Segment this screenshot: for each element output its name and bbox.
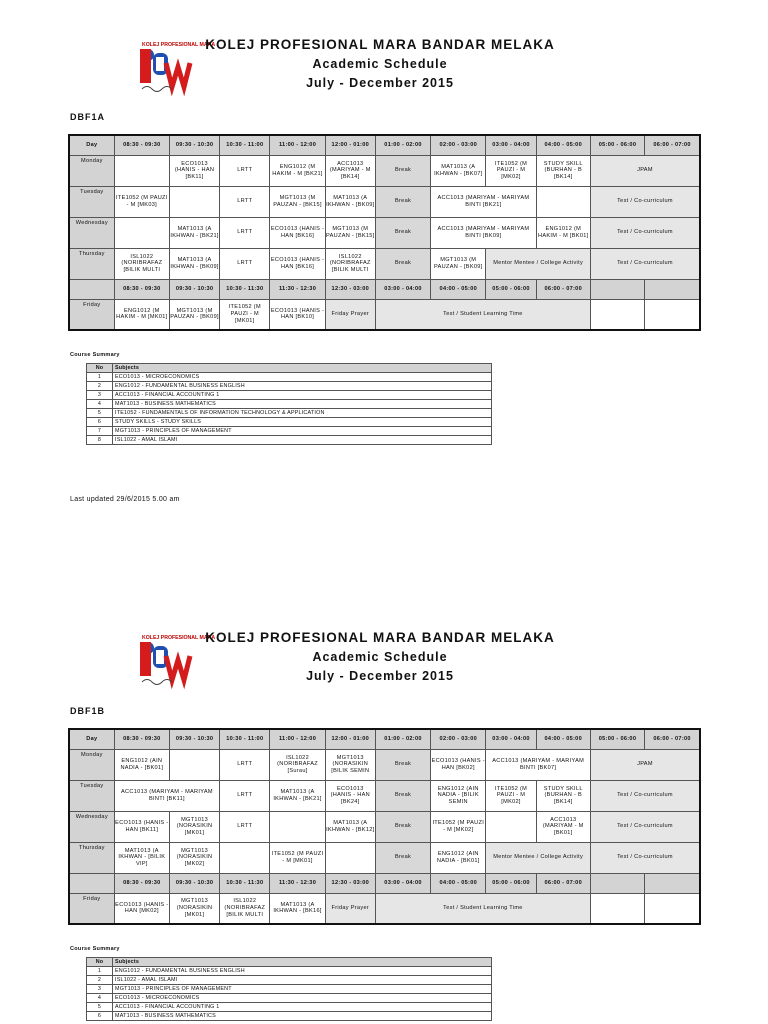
summary-no: 2 <box>87 382 113 391</box>
summary-subject: ECO1013 - MICROECONOMICS <box>113 373 492 382</box>
schedule-cell: MGT1013 (NORASIKIN [BILIK SEMIN <box>325 749 375 780</box>
timeslot-header: 10:30 - 11:00 <box>220 729 270 749</box>
timeslot-header: 11:00 - 12:00 <box>270 135 325 155</box>
day-header: Day <box>69 729 114 749</box>
schedule-cell: Break <box>375 749 430 780</box>
schedule-cell: ECO1013 (HANIS - HAN [MK02] <box>114 893 169 924</box>
day-label: Thursday <box>69 248 114 279</box>
day-label: Monday <box>69 155 114 186</box>
schedule-cell: Friday Prayer <box>325 299 375 330</box>
schedule-cell: ENG1012 (M HAKIM - M [MK01] <box>114 299 169 330</box>
timeslot-header: 09:30 - 10:30 <box>169 135 219 155</box>
timeslot-header: 10:30 - 11:30 <box>220 279 270 299</box>
summary-row <box>87 967 492 976</box>
timeslot-header: 02:00 - 03:00 <box>431 135 486 155</box>
schedule-cell <box>645 893 700 924</box>
schedule-cell: ECO1013 (HANIS - HAN [BK24] <box>325 780 375 811</box>
schedule-cell: MGT1013 (NORASIKIN [MK01] <box>169 811 219 842</box>
timeslot-header: 12:30 - 03:00 <box>325 279 375 299</box>
timeslot-header: 01:00 - 02:00 <box>375 729 430 749</box>
college-name: KOLEJ PROFESIONAL MARA BANDAR MELAKA <box>205 630 555 645</box>
schedule-term: July - December 2015 <box>306 76 454 90</box>
schedule-cell: Break <box>375 780 430 811</box>
schedule-row <box>69 780 700 811</box>
schedule-cell: ITE1052 (M PAUZI - M [MK03] <box>114 186 169 217</box>
schedule-cell: ENG1012 (M HAKIM - M [BK21] <box>270 155 325 186</box>
summary-subject: ACC1013 - FINANCIAL ACCOUNTING 1 <box>113 391 492 400</box>
day-label: Friday <box>69 893 114 924</box>
timeslot-header: 09:30 - 10:30 <box>169 279 219 299</box>
schedule-cell: ITE1052 (M PAUZI - M [MK01] <box>220 299 270 330</box>
schedule-cell: MGT1013 (NORASIKIN [MK01] <box>169 893 219 924</box>
schedule-cell: ACC1013 (MARIYAM - M [BK14] <box>325 155 375 186</box>
summary-subject: ENG1012 - FUNDAMENTAL BUSINESS ENGLISH <box>113 382 492 391</box>
schedule-cell: ECO1013 (HANIS - HAN [BK11] <box>169 155 219 186</box>
schedule-cell: MGT1013 (NORASIKIN [MK02] <box>169 842 219 873</box>
schedule-cell <box>486 811 536 842</box>
summary-subject: ENG1012 - FUNDAMENTAL BUSINESS ENGLISH <box>113 967 492 976</box>
schedule-subtitle: Academic Schedule <box>312 650 448 664</box>
schedule-cell: Friday Prayer <box>325 893 375 924</box>
schedule-cell: ISL1022 (NORIBRAFAZ [BILIK MULTI <box>325 248 375 279</box>
summary-subject: MGT1013 - PRINCIPLES OF MANAGEMENT <box>113 985 492 994</box>
schedule-cell: Mentor Mentee / College Activity <box>486 248 590 279</box>
timeslot-header: 11:30 - 12:30 <box>270 279 325 299</box>
schedule-cell: MGT1013 (M PAUZAN - [BK15] <box>270 186 325 217</box>
day-header-blank <box>69 873 114 893</box>
schedule-cell: ENG1012 (AIN NADIA - [BK01] <box>114 749 169 780</box>
timeslot-header: 12:30 - 03:00 <box>325 873 375 893</box>
schedule-cell: Mentor Mentee / College Activity <box>486 842 590 873</box>
course-summary-title: Course Summary <box>70 352 120 358</box>
summary-header-row <box>87 958 492 967</box>
summary-header-no: No <box>87 364 113 373</box>
timeslot-header: 06:00 - 07:00 <box>645 135 700 155</box>
summary-subject: ECO1013 - MICROECONOMICS <box>113 994 492 1003</box>
schedule-cell: LRTT <box>220 248 270 279</box>
timeslot-header: 06:00 - 07:00 <box>645 729 700 749</box>
schedule-cell: Test / Co-curriculum <box>590 811 700 842</box>
schedule-cell: LRTT <box>220 186 270 217</box>
schedule-row <box>69 842 700 873</box>
timeslot-header-blank <box>645 873 700 893</box>
schedule-table <box>68 728 701 925</box>
schedule-cell: ENG1012 (AIN NADIA - [BK01] <box>431 842 486 873</box>
schedule-cell: MAT1013 (A IKHWAN - [BILIK VIP] <box>114 842 169 873</box>
schedule-cell: Break <box>375 248 430 279</box>
friday-timeslot-row <box>69 873 700 893</box>
schedule-cell: ENG1012 (AIN NADIA - [BILIK SEMIN <box>431 780 486 811</box>
summary-subject: ISL1022 - AMAL ISLAMI <box>113 436 492 445</box>
summary-no: 5 <box>87 1003 113 1012</box>
day-label: Wednesday <box>69 217 114 248</box>
schedule-cell: LRTT <box>220 217 270 248</box>
timeslot-header: 11:30 - 12:30 <box>270 873 325 893</box>
summary-no: 3 <box>87 391 113 400</box>
timeslot-header: 04:00 - 05:00 <box>536 135 590 155</box>
day-header: Day <box>69 135 114 155</box>
timeslot-header: 09:30 - 10:30 <box>169 873 219 893</box>
day-label: Thursday <box>69 842 114 873</box>
schedule-cell: Break <box>375 811 430 842</box>
timeslot-header: 10:30 - 11:00 <box>220 135 270 155</box>
summary-no: 4 <box>87 994 113 1003</box>
timeslot-header: 11:00 - 12:00 <box>270 729 325 749</box>
schedule-cell: ENG1012 (M HAKIM - M [BK01] <box>536 217 590 248</box>
summary-no: 5 <box>87 409 113 418</box>
summary-subject: ACC1013 - FINANCIAL ACCOUNTING 1 <box>113 1003 492 1012</box>
schedule-cell: ITE1052 (M PAUZI - M [MK02] <box>486 155 536 186</box>
logo-caption: KOLEJ PROFESIONAL MARA <box>142 42 216 48</box>
summary-no: 1 <box>87 373 113 382</box>
timeslot-header: 05:00 - 06:00 <box>486 873 536 893</box>
schedule-cell: ECO1013 (HANIS - HAN [BK11] <box>114 811 169 842</box>
kpm-logo <box>136 630 216 688</box>
schedule-row <box>69 811 700 842</box>
schedule-cell: Test / Co-curriculum <box>590 842 700 873</box>
schedule-cell: ACC1013 (MARIYAM - MARIYAM BINTI [BK21] <box>431 186 536 217</box>
schedule-cell: ACC1013 (MARIYAM - MARIYAM BINTI [BK11] <box>114 780 219 811</box>
schedule-cell <box>325 842 375 873</box>
schedule-cell: LRTT <box>220 155 270 186</box>
timeslot-header-blank <box>590 873 644 893</box>
schedule-cell: LRTT <box>220 811 270 842</box>
schedule-cell: Break <box>375 842 430 873</box>
schedule-cell: ECO1013 (HANIS - HAN [BK02] <box>431 749 486 780</box>
schedule-cell: ISL1022 (NORIBRAFAZ [BILIK MULTI <box>220 893 270 924</box>
summary-row <box>87 1012 492 1021</box>
timeslot-header: 05:00 - 06:00 <box>590 135 644 155</box>
logo-caption: KOLEJ PROFESIONAL MARA <box>142 635 216 641</box>
timeslot-header: 06:00 - 07:00 <box>536 279 590 299</box>
timeslot-header: 08:30 - 09:30 <box>114 873 169 893</box>
summary-row <box>87 994 492 1003</box>
schedule-cell: ACC1013 (MARIYAM - MARIYAM BINTI [BK07] <box>486 749 590 780</box>
summary-row <box>87 976 492 985</box>
schedule-cell: LRTT <box>220 780 270 811</box>
summary-header-no: No <box>87 958 113 967</box>
schedule-cell: MAT1013 (A IKHWAN - [BK21] <box>270 780 325 811</box>
schedule-cell: MGT1013 (M PAUZAN - [BK09] <box>169 299 219 330</box>
summary-subject: MAT1013 - BUSINESS MATHEMATICS <box>113 1012 492 1021</box>
timeslot-header: 02:00 - 03:00 <box>431 729 486 749</box>
timeslot-header: 03:00 - 04:00 <box>486 135 536 155</box>
summary-header-subject: Subjects <box>113 958 492 967</box>
course-summary-title: Course Summary <box>70 946 120 952</box>
schedule-cell: JPAM <box>590 155 700 186</box>
timeslot-header: 03:00 - 04:00 <box>486 729 536 749</box>
last-updated: Last updated 29/6/2015 5.00 am <box>70 496 180 503</box>
schedule-cell: STUDY SKILL (BURHAN - B [BK14] <box>536 780 590 811</box>
schedule-cell: ITE1052 (M PAUZI - M [MK02] <box>431 811 486 842</box>
summary-no: 8 <box>87 436 113 445</box>
schedule-cell: LRTT <box>220 749 270 780</box>
schedule-cell: Break <box>375 155 430 186</box>
schedule-cell: ECO1013 (HANIS - HAN [BK16] <box>270 248 325 279</box>
timeslot-header: 12:00 - 01:00 <box>325 135 375 155</box>
summary-no: 6 <box>87 1012 113 1021</box>
timeslot-header: 04:00 - 05:00 <box>536 729 590 749</box>
timeslot-header: 09:30 - 10:30 <box>169 729 219 749</box>
summary-subject: ISL1022 - AMAL ISLAMI <box>113 976 492 985</box>
schedule-cell: ACC1013 (MARIYAM - MARIYAM BINTI [BK09] <box>431 217 536 248</box>
summary-no: 4 <box>87 400 113 409</box>
timeslot-header: 04:00 - 05:00 <box>431 873 486 893</box>
schedule-cell <box>220 842 270 873</box>
schedule-cell: MAT1013 (A IKHWAN - [BK21] <box>169 217 219 248</box>
timeslot-header-row <box>69 729 700 749</box>
schedule-row <box>69 749 700 780</box>
schedule-cell: ECO1013 (HANIS - HAN [BK10] <box>270 299 325 330</box>
summary-subject: STUDY SKILLS - STUDY SKILLS <box>113 418 492 427</box>
schedule-cell: Test / Student Learning Time <box>375 893 590 924</box>
timeslot-header: 05:00 - 06:00 <box>590 729 644 749</box>
schedule-term: July - December 2015 <box>306 669 454 683</box>
summary-subject: ITE1052 - FUNDAMENTALS OF INFORMATION TECHNOLOGY & APPLICATION <box>113 409 492 418</box>
schedule-cell: ACC1013 (MARIYAM - M [BK01] <box>536 811 590 842</box>
day-label: Wednesday <box>69 811 114 842</box>
course-summary-table <box>86 957 492 1021</box>
schedule-cell: ECO1013 (HANIS - HAN [BK16] <box>270 217 325 248</box>
schedule-subtitle: Academic Schedule <box>312 57 448 71</box>
class-label: DBF1A <box>70 112 106 122</box>
schedule-cell: Test / Student Learning Time <box>375 299 590 330</box>
schedule-cell: Test / Co-curriculum <box>590 248 700 279</box>
summary-subject: MGT1013 - PRINCIPLES OF MANAGEMENT <box>113 427 492 436</box>
summary-row <box>87 985 492 994</box>
class-label: DBF1B <box>70 706 106 716</box>
schedule-cell: MAT1013 (A IKHWAN - [BK16] <box>270 893 325 924</box>
summary-no: 3 <box>87 985 113 994</box>
schedule-cell: Test / Co-curriculum <box>590 186 700 217</box>
schedule-cell: Break <box>375 186 430 217</box>
schedule-cell: MAT1013 (A IKHWAN - [BK09] <box>169 248 219 279</box>
timeslot-header: 08:30 - 09:30 <box>114 729 169 749</box>
timeslot-header: 03:00 - 04:00 <box>375 873 430 893</box>
schedule-cell: ISL1022 (NORIBRAFAZ [BILIK MULTI <box>114 248 169 279</box>
schedule-cell: MAT1013 (A IKHWAN - [BK09] <box>325 186 375 217</box>
timeslot-header: 03:00 - 04:00 <box>375 279 430 299</box>
timeslot-header: 01:00 - 02:00 <box>375 135 430 155</box>
summary-no: 7 <box>87 427 113 436</box>
timeslot-header: 06:00 - 07:00 <box>536 873 590 893</box>
schedule-cell: MGT1013 (M PAUZAN - [BK09] <box>431 248 486 279</box>
schedule-cell: Break <box>375 217 430 248</box>
schedule-cell: ISL1022 (NORIBRAFAZ [Surau] <box>270 749 325 780</box>
schedule-cell: ITE1052 (M PAUZI - M [MK01] <box>270 842 325 873</box>
timeslot-header: 05:00 - 06:00 <box>486 279 536 299</box>
day-label: Monday <box>69 749 114 780</box>
schedule-cell: JPAM <box>590 749 700 780</box>
summary-no: 6 <box>87 418 113 427</box>
schedule-cell: MGT1013 (M PAUZAN - [BK15] <box>325 217 375 248</box>
summary-header-subject: Subjects <box>113 364 492 373</box>
schedule-cell: Test / Co-curriculum <box>590 780 700 811</box>
schedule-cell: Test / Co-curriculum <box>590 217 700 248</box>
schedule-cell: ITE1052 (M PAUZI - M [MK02] <box>486 780 536 811</box>
schedule-cell: MAT1013 (A IKHWAN - [BK12] <box>325 811 375 842</box>
day-label: Tuesday <box>69 186 114 217</box>
timeslot-header: 08:30 - 09:30 <box>114 279 169 299</box>
timeslot-header: 04:00 - 05:00 <box>431 279 486 299</box>
schedule-cell <box>270 811 325 842</box>
summary-no: 2 <box>87 976 113 985</box>
summary-row <box>87 1003 492 1012</box>
schedule-cell <box>590 893 644 924</box>
schedule-cell: STUDY SKILL (BURHAN - B [BK14] <box>536 155 590 186</box>
college-name: KOLEJ PROFESIONAL MARA BANDAR MELAKA <box>205 37 555 52</box>
page-header <box>200 631 560 684</box>
timeslot-header: 10:30 - 11:30 <box>220 873 270 893</box>
timeslot-header: 08:30 - 09:30 <box>114 135 169 155</box>
schedule-cell: MAT1013 (A IKHWAN - [BK07] <box>431 155 486 186</box>
schedule-row-friday <box>69 893 700 924</box>
summary-no: 1 <box>87 967 113 976</box>
day-label: Friday <box>69 299 114 330</box>
summary-subject: MAT1013 - BUSINESS MATHEMATICS <box>113 400 492 409</box>
schedule-cell <box>169 749 219 780</box>
day-label: Tuesday <box>69 780 114 811</box>
timeslot-header: 12:00 - 01:00 <box>325 729 375 749</box>
